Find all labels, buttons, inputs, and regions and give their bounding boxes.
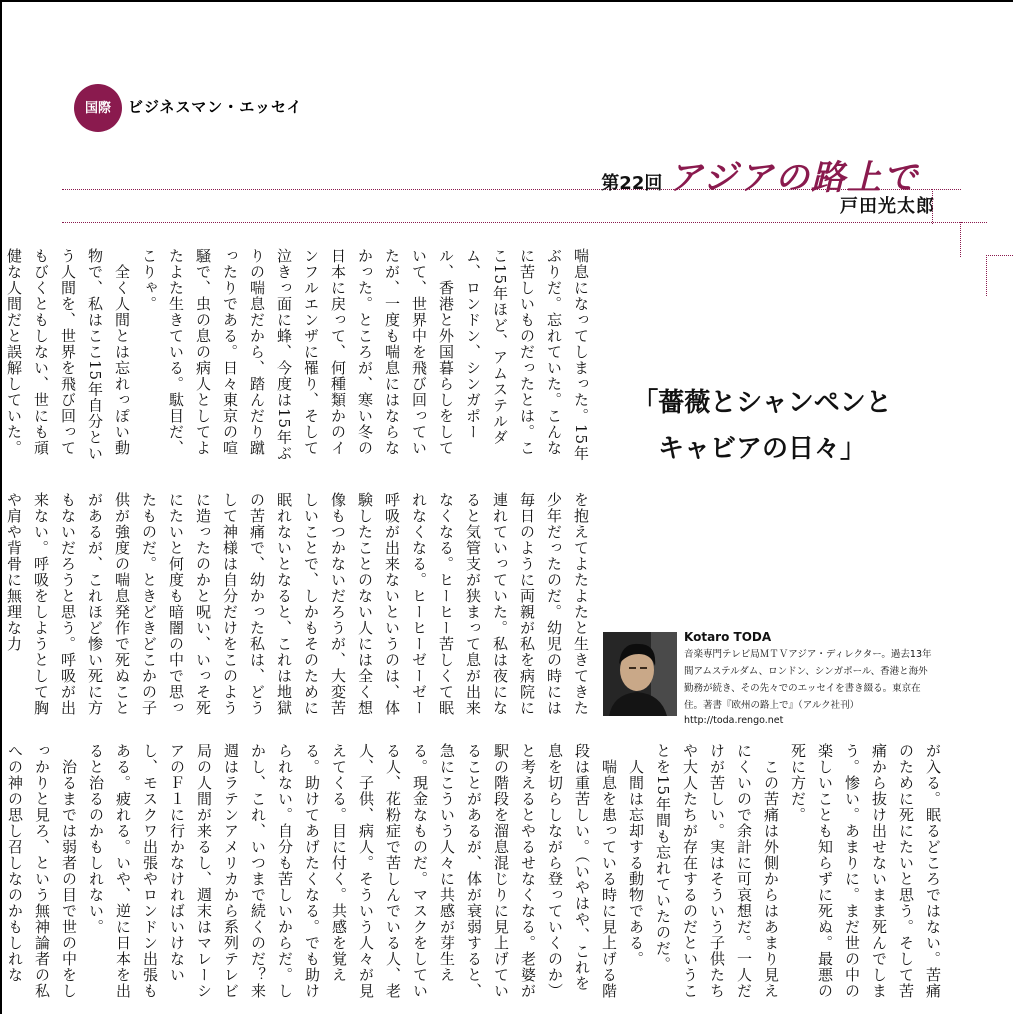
stair-decoration xyxy=(986,255,1013,296)
author-website-link[interactable]: http://toda.rengo.net xyxy=(684,715,784,726)
author-bio-text: 音楽専門テレビ局ＭＴＶアジア・ディレクター。過去13年間アムステルダム、ロンドン、シンガポール、香港と海外勤務が続き、その先々でのエッセイを書き綴る。東京在住。著書『欧州の路上で』（アルク社刊） xyxy=(684,649,932,711)
author-bio-name: Kotaro TODA xyxy=(684,630,772,644)
author-name: 戸田光太郎 xyxy=(840,196,935,217)
body-text-block-3: が入る。眠るどころではない。苦痛のために死にたいと思う。そして苦痛から抜け出せないまま死んでしまう。惨い。あまりに。まだ世の中の楽しいことも知らずに死ぬ。最悪の死に方だ。 この苦痛は外側からはあまり見えにくいので余計に可哀想だ。一人だけが苦しい。実はそういう子供たちや大人たちが存在するのだということを15年間も忘れていたのだ。 人間は忘却する動物である。 喘息を患っている時に見上げる階段は重苦しい。（いやはや、これを息を切らしながら登っていくのか）と考えるとやるせなくなる。老婆が駅の階段を溜息混じりに見上げていることがあるが、体が衰弱すると、急にこういう人々に共感が芽生える。現金なものだ。マスクをしている人、花粉症で苦しんでいる人、老人、子供、病人。そういう人々が見えてくる。目に付く。共感を覚える。助けてあげたくなる。でも助けられない。自分も苦しいからだ。しかし、これ、いつまで続くのだ？来週はラテンアメリカから系列テレビ局の人間が来るし、週末はマレーシアのＦ１に行かなければいけないし、モスクワ出張やロンドン出張もある。疲れる。いや、逆に日本を出ると治るのかもしれない。 治るまでは弱者の目で世の中をしっかりと見ろ、という無神論者の私への神の思し召しなのかもしれな xyxy=(6,743,942,999)
page-border-top xyxy=(0,0,1013,2)
column-title: アジアの路上で xyxy=(668,158,919,198)
headline xyxy=(612,380,912,472)
headline-line-1: 「薔薇とシャンペンと xyxy=(632,388,892,418)
series-name: ビジネスマン・エッセイ xyxy=(128,98,303,116)
series-logo-icon xyxy=(74,84,122,132)
stair-decoration xyxy=(960,222,987,257)
issue-number: 第22回 xyxy=(601,173,663,194)
author-bio xyxy=(684,630,934,726)
headline-line-2: キャビアの日々」 xyxy=(657,434,866,464)
author-photo xyxy=(603,632,677,716)
author-rule xyxy=(62,222,962,223)
author-photo-image xyxy=(603,632,677,716)
body-text-block-1: 喘息になってしまった。15年ぶりだ。忘れていた。こんなに苦しいものだったとは。ここ15年ほど、アムステルダム、ロンドン、シンガポール、香港と外国暮らしをしていて、世界中を飛び回っていたが、一度も喘息にはならなかった。ところが、寒い冬の日本に戻って、何種類かのインフルエンザに罹り、そして泣きっ面に蜂、今度は15年ぶりの喘息だから、踏んだり蹴ったりである。日々東京の喧騒で、虫の息の病人としてよたよた生きている。駄目だ、こりゃ。 全く人間とは忘れっぽい動物で、私はここ15年自分という人間を、世界を飛び回ってもびくともしない、世にも頑健な人間だと誤解していた。 xyxy=(5,248,590,462)
series-logo-text: 国際 xyxy=(84,100,111,116)
stair-decoration xyxy=(932,189,961,224)
body-text-block-2: を抱えてよたよたと生きてきた少年だったのだ。幼児の時には毎日のように両親が私を病院に連れていっていた。私は夜になると気管支が狭まって息が出来なくなる。ヒーヒー苦しくて眠れなくなる。ヒーヒーゼーゼー呼吸が出来ないというのは、体験したことのない人には全く想像もつかないだろうが、大変苦しいことで、しかもそのために眠れないとなると、これは地獄の苦痛で、幼かった私は、どうして神様は自分だけをこのように造ったのかと呪い、いっそ死にたいと何度も暗闇の中で思ったものだ。ときどきどこかの子供が強度の喘息発作で死ぬことがあるが、これほど惨い死に方もないだろうと思う。呼吸が出来ない。呼吸をしようとして胸や肩や背骨に無理な力 xyxy=(5,492,590,716)
